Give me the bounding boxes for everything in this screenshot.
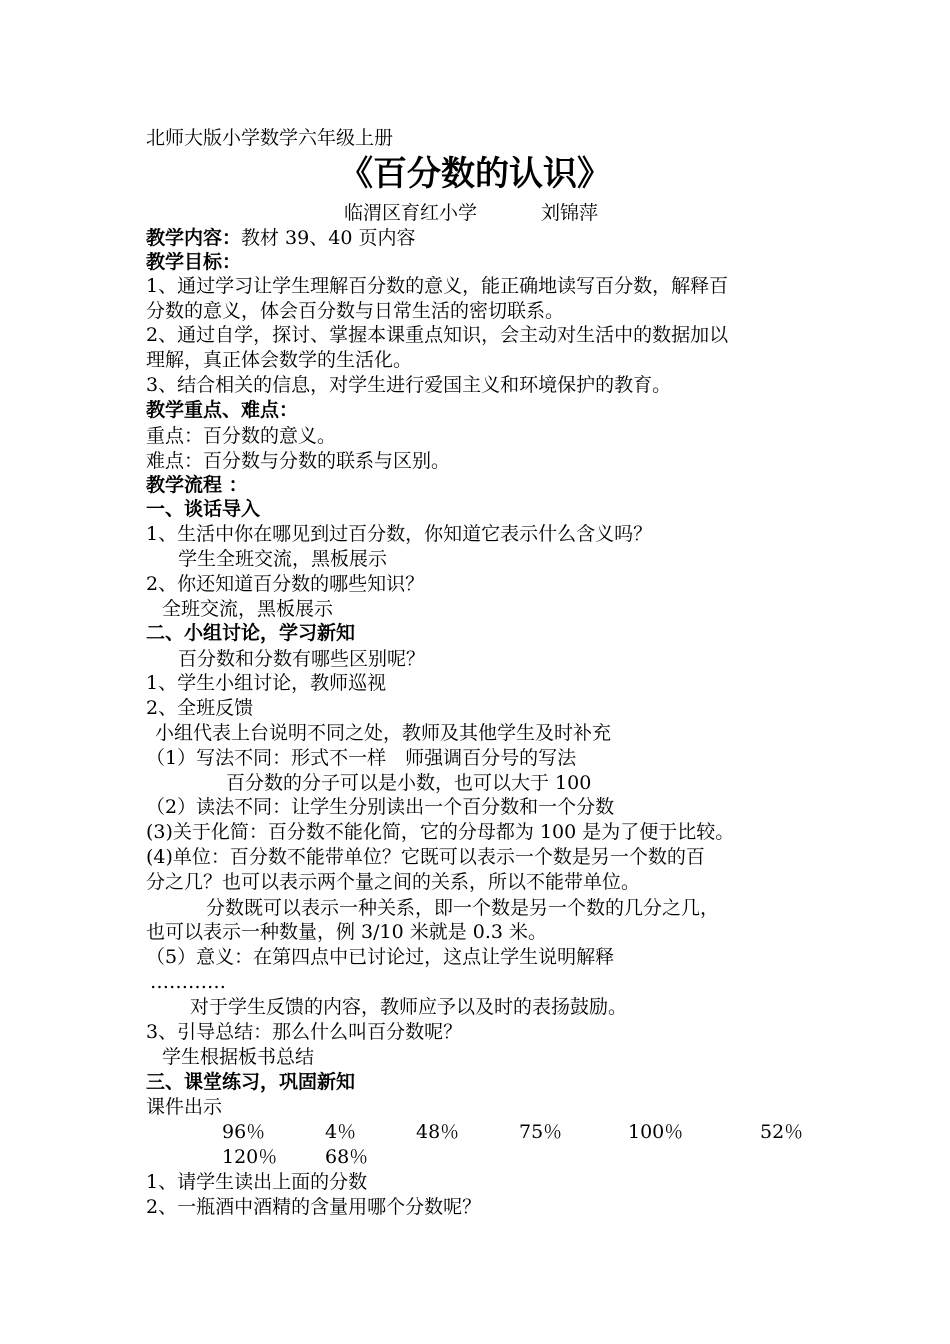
objective-line: 理解，真正体会数学的生活化。 bbox=[146, 349, 413, 371]
section2-line: （1）写法不同：形式不一样 师强调百分号的写法 bbox=[146, 747, 577, 769]
objectives-heading: 教学目标： bbox=[146, 251, 242, 273]
section2-line: （5）意义：在第四点中已讨论过，这点让学生说明解释 bbox=[146, 946, 615, 968]
section1-line: 全班交流，黑板展示 bbox=[162, 598, 334, 620]
content-line bbox=[146, 226, 810, 251]
percent-value: 120％ bbox=[222, 1146, 278, 1168]
section3-intro: 课件出示 bbox=[146, 1096, 223, 1118]
objective-line: 2、通过自学，探讨、掌握本课重点知识，会主动对生活中的数据加以 bbox=[146, 324, 729, 346]
process-heading: 教学流程 ： bbox=[146, 474, 248, 496]
section2-line: （2）读法不同：让学生分别读出一个百分数和一个分数 bbox=[146, 796, 615, 818]
percent-value: 75％ bbox=[519, 1121, 563, 1143]
document-title: 《百分数的认识》 bbox=[339, 154, 611, 194]
school-name: 临渭区育红小学 bbox=[344, 202, 478, 224]
section3-line: 2、一瓶酒中酒精的含量用哪个分数呢？ bbox=[146, 1196, 482, 1218]
section2-line: 学生根据板书总结 bbox=[162, 1046, 315, 1068]
section3-line: 1、请学生读出上面的分数 bbox=[146, 1171, 368, 1193]
content-text: 教材 39、40 页内容 bbox=[241, 227, 416, 249]
percent-value: 48％ bbox=[416, 1121, 460, 1143]
section1-line: 2、你还知道百分数的哪些知识？ bbox=[146, 573, 425, 595]
section2-line: ………… bbox=[150, 971, 226, 993]
percent-value: 4％ bbox=[325, 1121, 357, 1143]
section2-line: 百分数和分数有哪些区别呢？ bbox=[178, 648, 426, 670]
section1-line: 学生全班交流，黑板展示 bbox=[178, 548, 388, 570]
section1-heading: 一、谈话导入 bbox=[146, 498, 261, 520]
percent-value: 68％ bbox=[325, 1146, 369, 1168]
objective-line: 3、结合相关的信息，对学生进行爱国主义和环境保护的教育。 bbox=[146, 374, 672, 396]
percent-value: 52％ bbox=[760, 1121, 804, 1143]
objective-line: 分数的意义，体会百分数与日常生活的密切联系。 bbox=[146, 300, 565, 322]
section2-line: (3)关于化简：百分数不能化简，它的分母都为 100 是为了便于比较。 bbox=[146, 821, 735, 843]
section2-line: 小组代表上台说明不同之处，教师及其他学生及时补充 bbox=[155, 722, 612, 744]
keypoints-heading: 教学重点、难点： bbox=[146, 399, 299, 421]
section2-heading: 二、小组讨论，学习新知 bbox=[146, 622, 356, 644]
percent-value: 100％ bbox=[628, 1121, 684, 1143]
section2-line: 2、全班反馈 bbox=[146, 697, 254, 719]
edition-line: 北师大版小学数学六年级上册 bbox=[146, 127, 394, 149]
difficulty-line: 难点：百分数与分数的联系与区别。 bbox=[146, 450, 451, 472]
percent-value: 96％ bbox=[222, 1121, 266, 1143]
section2-line: 也可以表示一种数量，例 3/10 米就是 0.3 米。 bbox=[146, 921, 548, 943]
section2-line: 分数既可以表示一种关系，即一个数是另一个数的几分之几， bbox=[206, 897, 720, 919]
section2-line: 3、引导总结：那么什么叫百分数呢？ bbox=[146, 1021, 463, 1043]
teacher-name: 刘锦萍 bbox=[541, 202, 599, 224]
section2-line: 1、学生小组讨论，教师巡视 bbox=[146, 672, 387, 694]
section2-line: 百分数的分子可以是小数，也可以大于 100 bbox=[226, 772, 592, 794]
section2-line: 对于学生反馈的内容，教师应予以及时的表扬鼓励。 bbox=[190, 996, 628, 1018]
section1-line: 1、生活中你在哪见到过百分数，你知道它表示什么含义吗？ bbox=[146, 523, 653, 545]
focus-line: 重点：百分数的意义。 bbox=[146, 425, 337, 447]
content-label: 教学内容： bbox=[146, 227, 242, 249]
section2-line: 分之几？也可以表示两个量之间的关系，所以不能带单位。 bbox=[146, 871, 641, 893]
section3-heading: 三、课堂练习，巩固新知 bbox=[146, 1071, 356, 1093]
objective-line: 1、通过学习让学生理解百分数的意义，能正确地读写百分数，解释百 bbox=[146, 275, 729, 297]
section2-line: (4)单位：百分数不能带单位？它既可以表示一个数是另一个数的百 bbox=[146, 846, 705, 868]
